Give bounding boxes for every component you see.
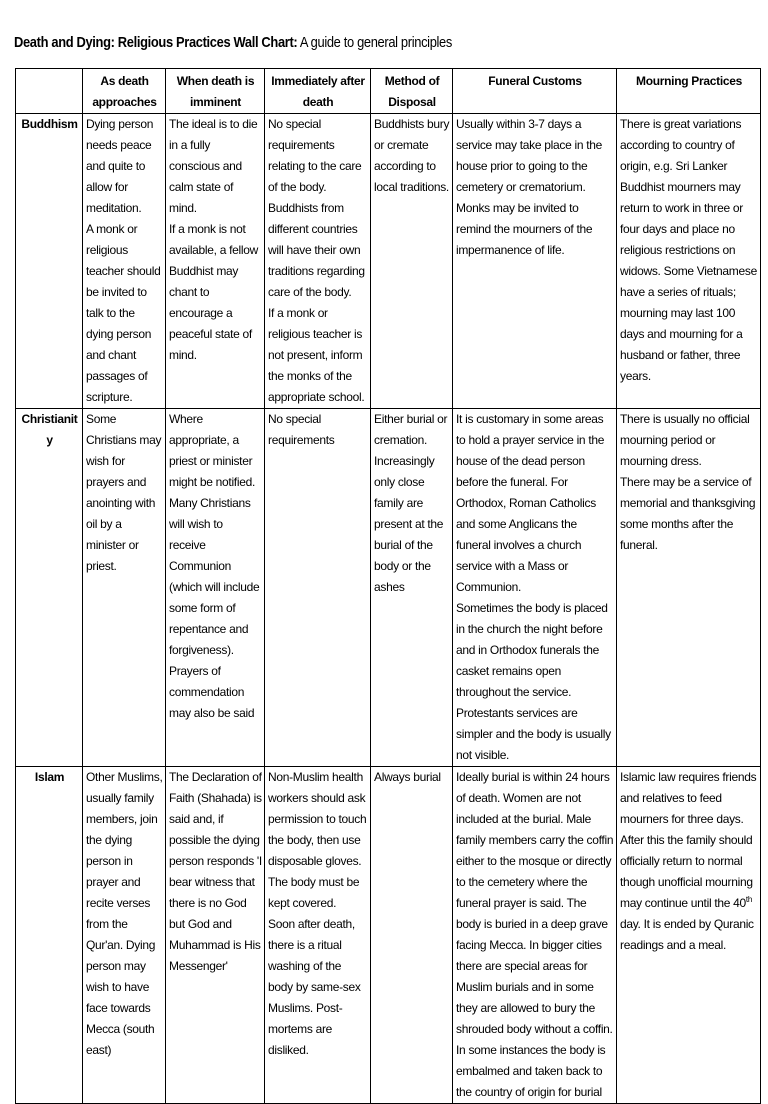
cell-method-of-disposal: Either burial or cremation. Increasingly only close family are present at the burial of the body or the ashes bbox=[371, 409, 453, 767]
table-row-christianity bbox=[16, 409, 761, 767]
cell-when-death-imminent: The Declaration of Faith (Shahada) is said and, if possible the dying person responds 'I bear witness that there is no God but God and Muhammad is His Messenger' bbox=[166, 767, 265, 1104]
header-when-death-imminent: When death is imminent bbox=[166, 69, 265, 114]
religion-label: Christianity bbox=[16, 409, 83, 767]
header-row bbox=[16, 69, 761, 114]
cell-as-death-approaches: Some Christians may wish for prayers and anointing with oil by a minister or priest. bbox=[83, 409, 166, 767]
header-immediately-after-death: Immediately after death bbox=[265, 69, 371, 114]
cell-as-death-approaches: Dying person needs peace and quite to allow for meditation. A monk or religious teacher should be invited to talk to the dying person and chant passages of scripture. bbox=[83, 114, 166, 409]
cell-immediately-after-death: No special requirements relating to the care of the body. Buddhists from different countries will have their own traditions regarding care of the body. If a monk or religious teacher is not present, inform the monks of the appropriate school. bbox=[265, 114, 371, 409]
cell-funeral-customs: It is customary in some areas to hold a prayer service in the house of the dead person before the funeral. For Orthodox, Roman Catholics and some Anglicans the funeral involves a church service with a Mass or Communion. Sometimes the body is placed in the church the night before and in Orthodox funerals the casket remains open throughout the service. Protestants services are simpler and the body is usually not visible. bbox=[453, 409, 617, 767]
cell-funeral-customs: Ideally burial is within 24 hours of death. Women are not included at the burial. Male family members carry the coffin either to the mosque or directly to the cemetery where the funeral prayer is said. The body is buried in a deep grave facing Mecca. In bigger cities there are special areas for Muslim burials and in some they are allowed to bury the shrouded body without a coffin. In some instances the body is embalmed and taken back to the country of origin for burial bbox=[453, 767, 617, 1104]
cell-as-death-approaches: Other Muslims, usually family members, join the dying person in prayer and recite verses from the Qur'an. Dying person may wish to have face towards Mecca (south east) bbox=[83, 767, 166, 1104]
table-row-islam bbox=[16, 767, 761, 1104]
religion-label: Buddhism bbox=[16, 114, 83, 409]
header-as-death-approaches: As death approaches bbox=[83, 69, 166, 114]
header-corner bbox=[16, 69, 83, 114]
cell-method-of-disposal: Always burial bbox=[371, 767, 453, 1104]
religion-label: Islam bbox=[16, 767, 83, 1104]
cell-funeral-customs: Usually within 3-7 days a service may take place in the house prior to going to the cemetery or crematorium. Monks may be invited to remind the mourners of the impermanence of life. bbox=[453, 114, 617, 409]
page-title-main: Death and Dying: Religious Practices Wall Chart: bbox=[14, 34, 298, 51]
cell-immediately-after-death: Non-Muslim health workers should ask permission to touch the body, then use disposable gloves. The body must be kept covered. Soon after death, there is a ritual washing of the body by same-sex Muslims. Post-mortems are disliked. bbox=[265, 767, 371, 1104]
cell-when-death-imminent: The ideal is to die in a fully conscious and calm state of mind. If a monk is not available, a fellow Buddhist may chant to encourage a peaceful state of mind. bbox=[166, 114, 265, 409]
header-method-of-disposal: Method of Disposal bbox=[371, 69, 453, 114]
cell-mourning-practices: Islamic law requires friends and relatives to feed mourners for three days. After this the family should officially return to normal though unofficial mourning may continue until the 40th day. It is ended by Quranic readings and a meal. bbox=[617, 767, 761, 1104]
header-funeral-customs: Funeral Customs bbox=[453, 69, 617, 114]
cell-mourning-practices: There is usually no official mourning period or mourning dress. There may be a service of memorial and thanksgiving some months after the funeral. bbox=[617, 409, 761, 767]
table-row-buddhism bbox=[16, 114, 761, 409]
cell-when-death-imminent: Where appropriate, a priest or minister might be notified. Many Christians will wish to receive Communion (which will include some form of repentance and forgiveness). Prayers of commendation may also be said bbox=[166, 409, 265, 767]
page-subtitle: A guide to general principles bbox=[297, 34, 452, 51]
page-title bbox=[14, 34, 452, 51]
religious-practices-table bbox=[15, 68, 761, 1104]
header-mourning-practices: Mourning Practices bbox=[617, 69, 761, 114]
cell-method-of-disposal: Buddhists bury or cremate according to local traditions. bbox=[371, 114, 453, 409]
cell-mourning-practices: There is great variations according to country of origin, e.g. Sri Lanker Buddhist mourners may return to work in three or four days and place no religious restrictions on widows. Some Vietnamese have a series of rituals; mourning may last 100 days and mourning for a husband or father, three years. bbox=[617, 114, 761, 409]
cell-immediately-after-death: No special requirements bbox=[265, 409, 371, 767]
